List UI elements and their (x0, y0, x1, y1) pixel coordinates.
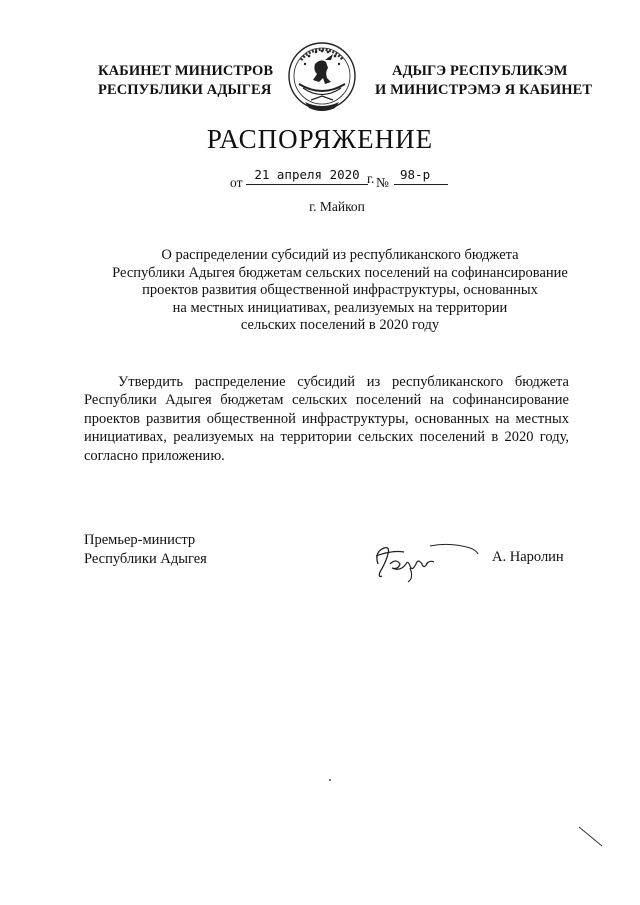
header-right-line1: АДЫГЭ РЕСПУБЛИКЭМ (392, 63, 568, 79)
date-prefix: от (230, 175, 243, 190)
body-text (84, 373, 569, 465)
document-title: РАСПОРЯЖЕНИЕ (206, 124, 434, 154)
number-label: № (376, 175, 389, 190)
subject-line: Республики Адыгея бюджетам сельских поселений на софинансирование (112, 264, 568, 281)
signatory-title-line1: Премьер-министр (84, 532, 196, 548)
subject-line: проектов развития общественной инфраструктуры, основанных (142, 282, 538, 299)
header-right-line2: И МИНИСТРЭМЭ Я КАБИНЕТ (375, 82, 593, 98)
body-paragraph: Утвердить распределение субсидий из республиканского бюджета Республики Адыгея бюджетам сельских поселений на софинансирование проектов развития общественной инфраструктуры, основанных на местных инициативах, реализуемых на территории сельских поселений в 2020 году, согласно приложению. (84, 374, 569, 464)
header-left-line2: РЕСПУБЛИКИ АДЫГЕЯ (98, 82, 272, 98)
subject-line: на местных инициативах, реализуемых на территории (172, 299, 508, 316)
subject-line: О распределении субсидий из республиканского бюджета (161, 247, 519, 263)
coat-of-arms-icon (281, 38, 363, 120)
handwritten-signature (370, 538, 480, 584)
order-number: 98-р (394, 167, 448, 185)
city: г. Майкоп (309, 199, 365, 214)
subject-block (60, 247, 620, 335)
scan-mark (578, 826, 604, 848)
subject-line: сельских поселений в 2020 году (240, 317, 440, 334)
header-right (370, 62, 592, 100)
header-left (98, 62, 273, 100)
year-suffix: г. (367, 171, 375, 186)
order-date: 21 апреля 2020 (246, 167, 368, 185)
signatory-title-line2: Республики Адыгея (84, 550, 207, 567)
date-number-row (230, 167, 450, 189)
header-left-line1: КАБИНЕТ МИНИСТРОВ (98, 63, 274, 79)
signatory-name: А. Наролин (492, 549, 564, 565)
scan-speck (329, 779, 331, 781)
signatory-title (84, 531, 207, 568)
